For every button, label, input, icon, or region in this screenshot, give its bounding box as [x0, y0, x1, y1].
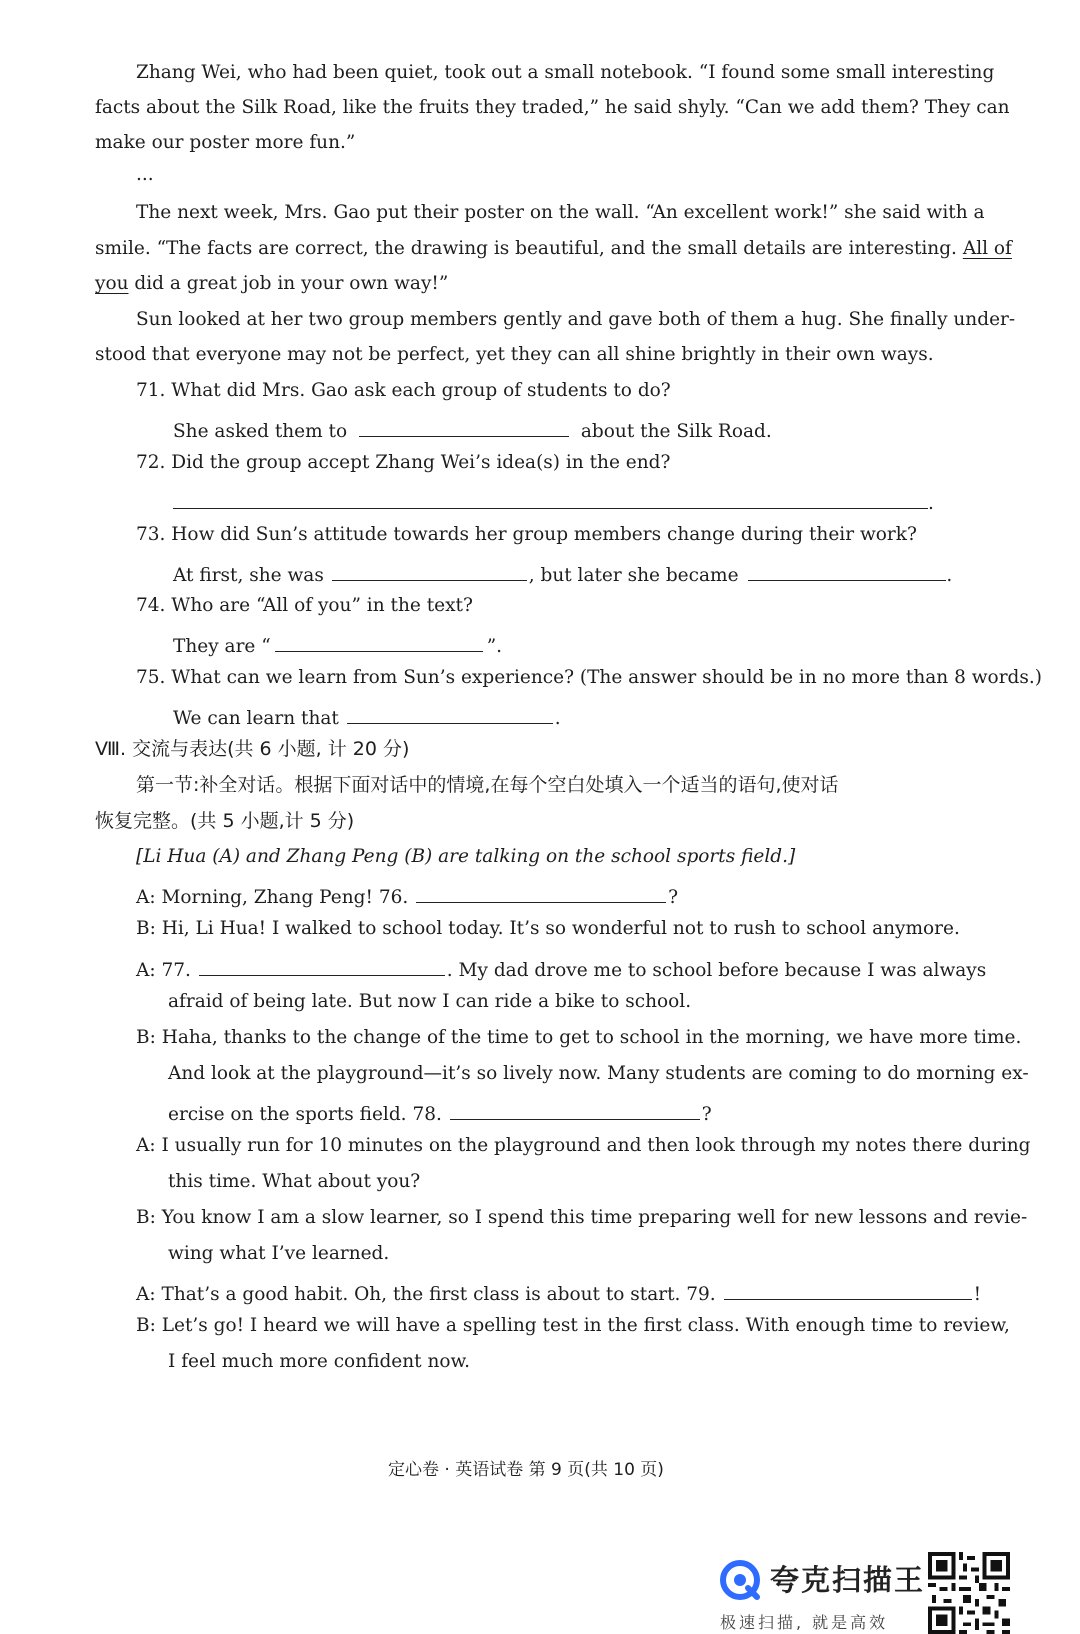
dialogue-line-76	[136, 884, 678, 908]
dialogue-line-77	[136, 957, 986, 981]
story-text: did a great job in your own way!”	[128, 273, 449, 294]
section-instructions: 第一节:补全对话。根据下面对话中的情境,在每个空白处填入一个适当的语句,使对话	[136, 774, 839, 796]
story-ellipsis: ...	[136, 164, 154, 185]
dialogue-text: ercise on the sports field. 78.	[168, 1104, 442, 1125]
brand-name: 夸克扫描王	[770, 1563, 926, 1597]
story-line: The next week, Mrs. Gao put their poster on the wall. “An excellent work!” she said with a	[136, 202, 985, 223]
section-heading: Ⅷ. 交流与表达(共 6 小题, 计 20 分)	[95, 738, 410, 760]
dialogue-line: B: Let’s go! I heard we will have a spelling test in the first class. With enough time to review,	[136, 1315, 1010, 1336]
question-74: 74. Who are “All of you” in the text?	[136, 595, 473, 616]
answer-suffix: .	[928, 493, 934, 514]
dialogue-line-78	[168, 1101, 712, 1125]
story-line: facts about the Silk Road, like the fruits they traded,” he said shyly. “Can we add them? They can	[95, 97, 1010, 118]
question-73: 73. How did Sun’s attitude towards her group members change during their work?	[136, 524, 917, 545]
answer-blank-78[interactable]	[450, 1101, 700, 1120]
dialogue-text: ?	[701, 1104, 712, 1125]
dialogue-line: afraid of being late. But now I can ride a bike to school.	[168, 991, 692, 1012]
dialogue-line-79	[136, 1281, 981, 1305]
story-line: stood that everyone may not be perfect, yet they can all shine brightly in their own ways.	[95, 344, 934, 365]
dialogue-line: B: You know I am a slow learner, so I spend this time preparing well for new lessons and revie-	[136, 1207, 1028, 1228]
dialogue-text: . My dad drove me to school before because I was always	[446, 960, 987, 981]
quark-logo-icon	[720, 1560, 760, 1600]
dialogue-line: I feel much more confident now.	[168, 1351, 471, 1372]
answer-prefix: We can learn that	[173, 708, 339, 729]
dialogue-line: And look at the playground—it’s so lively now. Many students are coming to do morning ex-	[168, 1063, 1029, 1084]
answer-blank-71[interactable]	[359, 418, 569, 437]
answer-middle: , but later she became	[528, 565, 739, 586]
dialogue-scene: [Li Hua (A) and Zhang Peng (B) are talking on the school sports field.]	[136, 846, 796, 867]
answer-blank-73a[interactable]	[332, 562, 527, 581]
answer-suffix: ”.	[486, 636, 503, 657]
answer-suffix: .	[554, 708, 561, 729]
answer-blank-77[interactable]	[199, 957, 445, 976]
answer-suffix: about the Silk Road.	[580, 421, 772, 442]
answer-prefix: They are “	[173, 636, 271, 657]
answer-71	[173, 418, 772, 442]
dialogue-line: wing what I’ve learned.	[168, 1243, 390, 1264]
answer-blank-79[interactable]	[724, 1281, 972, 1300]
answer-73	[173, 562, 952, 586]
answer-74	[173, 633, 502, 657]
brand-slogan: 极速扫描, 就是高效	[720, 1613, 889, 1632]
page-footer: 定心卷 · 英语试卷 第 9 页(共 10 页)	[388, 1460, 664, 1480]
story-line: Sun looked at her two group members gently and gave both of them a hug. She finally under-	[136, 309, 1016, 330]
qr-code-icon	[928, 1552, 1010, 1634]
scanner-watermark	[720, 1556, 1080, 1634]
answer-blank-75[interactable]	[347, 705, 553, 724]
story-line	[95, 275, 448, 294]
story-line: make our poster more fun.”	[95, 132, 356, 153]
answer-prefix: At first, she was	[173, 565, 324, 586]
underlined-phrase: you	[95, 273, 129, 294]
dialogue-text: ?	[668, 887, 679, 908]
answer-72	[173, 490, 934, 514]
dialogue-line: A: I usually run for 10 minutes on the playground and then look through my notes there during	[136, 1135, 1031, 1156]
answer-blank-74[interactable]	[275, 633, 483, 652]
dialogue-line: this time. What about you?	[168, 1171, 421, 1192]
story-text: smile. “The facts are correct, the drawing is beautiful, and the small details are interesting.	[95, 238, 963, 259]
question-72: 72. Did the group accept Zhang Wei’s idea(s) in the end?	[136, 452, 671, 473]
answer-blank-72[interactable]	[173, 490, 928, 509]
dialogue-text: A: Morning, Zhang Peng! 76.	[136, 887, 409, 908]
question-71: 71. What did Mrs. Gao ask each group of students to do?	[136, 380, 671, 401]
dialogue-line: B: Hi, Li Hua! I walked to school today. It’s so wonderful not to rush to school anymore.	[136, 918, 960, 939]
story-line	[95, 240, 1012, 259]
dialogue-text: A: 77.	[136, 960, 191, 981]
dialogue-text: !	[973, 1284, 982, 1305]
answer-75	[173, 705, 561, 729]
dialogue-text: A: That’s a good habit. Oh, the first class is about to start. 79.	[136, 1284, 716, 1305]
answer-blank-76[interactable]	[416, 884, 666, 903]
answer-suffix: .	[946, 565, 953, 586]
question-75: 75. What can we learn from Sun’s experience? (The answer should be in no more than 8 words.)	[136, 667, 1042, 688]
story-line: Zhang Wei, who had been quiet, took out a small notebook. “I found some small interesting	[136, 62, 995, 83]
answer-blank-73b[interactable]	[748, 562, 946, 581]
answer-prefix: She asked them to	[173, 421, 348, 442]
section-instructions: 恢复完整。(共 5 小题,计 5 分)	[95, 810, 355, 832]
dialogue-line: B: Haha, thanks to the change of the time to get to school in the morning, we have more time.	[136, 1027, 1022, 1048]
underlined-phrase: All of	[962, 238, 1012, 259]
